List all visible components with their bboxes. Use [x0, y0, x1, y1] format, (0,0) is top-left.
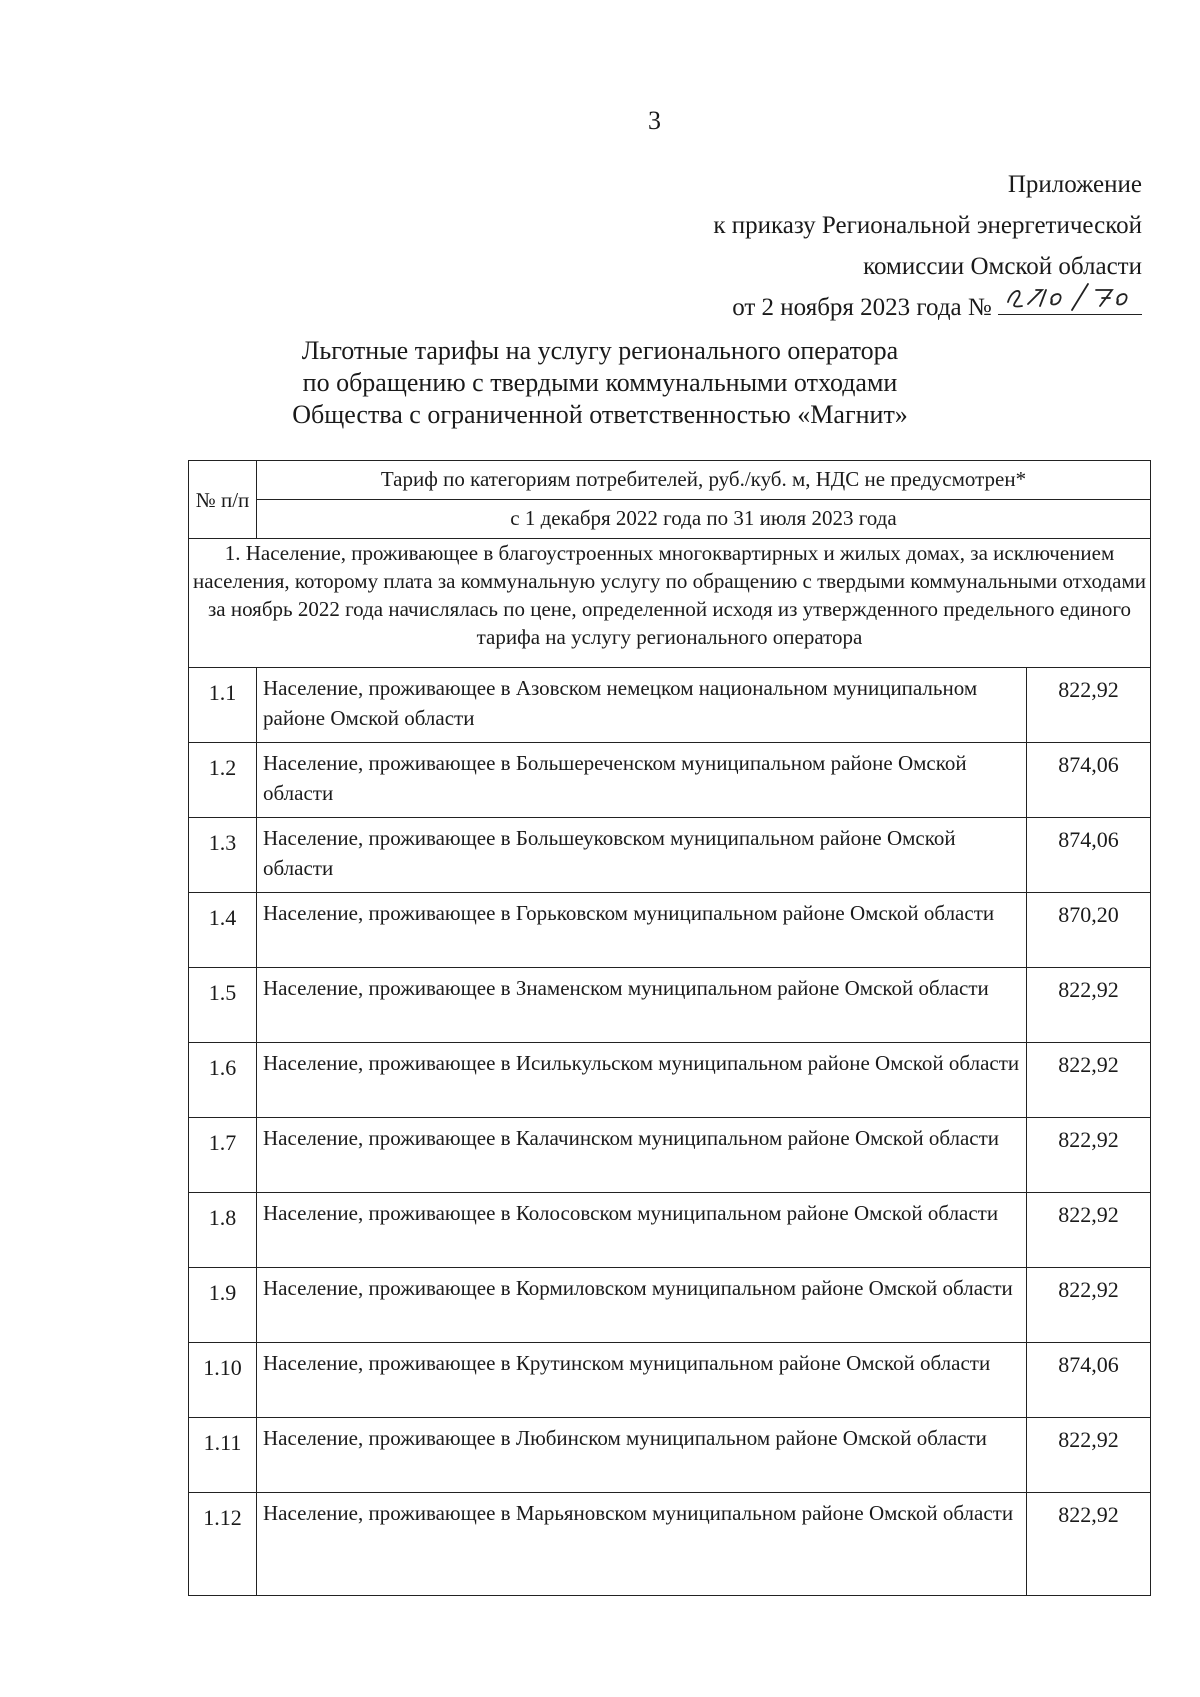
- row-value: 822,92: [1027, 1043, 1151, 1118]
- table-row: [189, 1118, 1151, 1193]
- row-text: Население, проживающее в Крутинском муниципальном районе Омской области: [257, 1343, 1027, 1418]
- table-row: [189, 668, 1151, 743]
- table-row: [189, 1193, 1151, 1268]
- table-row: [189, 1418, 1151, 1493]
- row-value: 822,92: [1027, 1193, 1151, 1268]
- row-value: 870,20: [1027, 893, 1151, 968]
- row-value: 822,92: [1027, 668, 1151, 743]
- num-header: № п/п: [189, 461, 257, 539]
- appendix-order-ref: к приказу Региональной энергетической: [713, 212, 1142, 239]
- order-number-handwritten: [998, 288, 1142, 315]
- appendix-date: от 2 ноября 2023 года №: [732, 294, 992, 321]
- row-number: 1.10: [189, 1343, 257, 1418]
- row-number: 1.8: [189, 1193, 257, 1268]
- row-text: Население, проживающее в Кормиловском муниципальном районе Омской области: [257, 1268, 1027, 1343]
- row-text: Население, проживающее в Калачинском муниципальном районе Омской области: [257, 1118, 1027, 1193]
- row-value: 874,06: [1027, 743, 1151, 818]
- period-header-row: [189, 500, 1151, 539]
- row-text: Население, проживающее в Знаменском муниципальном районе Омской области: [257, 968, 1027, 1043]
- row-text: Население, проживающее в Большереченском муниципальном районе Омской области: [257, 743, 1027, 818]
- row-text: Население, проживающее в Азовском немецком национальном муниципальном районе Омской области: [257, 668, 1027, 743]
- table-row: [189, 1043, 1151, 1118]
- row-number: 1.2: [189, 743, 257, 818]
- appendix-commission: комиссии Омской области: [863, 253, 1142, 280]
- row-value: 822,92: [1027, 1418, 1151, 1493]
- appendix-block: [542, 164, 1142, 328]
- row-number: 1.5: [189, 968, 257, 1043]
- table-row: [189, 818, 1151, 893]
- section-row: [189, 539, 1151, 668]
- table-row: [189, 893, 1151, 968]
- row-text: Население, проживающее в Большеуковском муниципальном районе Омской области: [257, 818, 1027, 893]
- row-text: Население, проживающее в Колосовском муниципальном районе Омской области: [257, 1193, 1027, 1268]
- row-number: 1.11: [189, 1418, 257, 1493]
- tariff-table: [188, 460, 1151, 1596]
- row-number: 1.1: [189, 668, 257, 743]
- row-number: 1.6: [189, 1043, 257, 1118]
- table-row: [189, 1268, 1151, 1343]
- row-number: 1.9: [189, 1268, 257, 1343]
- row-text: Население, проживающее в Марьяновском муниципальном районе Омской области: [257, 1493, 1027, 1596]
- appendix-title: Приложение: [1007, 171, 1142, 198]
- row-text: Население, проживающее в Горьковском муниципальном районе Омской области: [257, 893, 1027, 968]
- tariff-header: Тариф по категориям потребителей, руб./куб. м, НДС не предусмотрен*: [257, 461, 1151, 500]
- row-number: 1.3: [189, 818, 257, 893]
- row-value: 874,06: [1027, 818, 1151, 893]
- table-row: [189, 1493, 1151, 1596]
- row-value: 822,92: [1027, 968, 1151, 1043]
- row-number: 1.4: [189, 893, 257, 968]
- appendix-date-line: [542, 287, 1142, 328]
- row-value: 822,92: [1027, 1493, 1151, 1596]
- section-title: 1. Население, проживающее в благоустроенных многоквартирных и жилых домах, за исключением населения, которому плата за коммунальную услугу по обращению с твердыми коммунальными отходами за ноябрь 2022 года начислялась по цене, определенной исходя из утвержденного предельного единого тарифа на услугу регионального оператора: [189, 539, 1151, 668]
- table-row: [189, 743, 1151, 818]
- row-value: 822,92: [1027, 1118, 1151, 1193]
- row-text: Население, проживающее в Любинском муниципальном районе Омской области: [257, 1418, 1027, 1493]
- row-value: 822,92: [1027, 1268, 1151, 1343]
- table-row: [189, 1343, 1151, 1418]
- table-header-row: [189, 461, 1151, 500]
- document-title: [0, 335, 1200, 431]
- title-line-2: по обращению с твердыми коммунальными отходами: [302, 368, 898, 397]
- title-line-1: Льготные тарифы на услугу регионального оператора: [301, 336, 899, 365]
- row-value: 874,06: [1027, 1343, 1151, 1418]
- row-number: 1.7: [189, 1118, 257, 1193]
- page-number: 3: [648, 106, 661, 135]
- row-number: 1.12: [189, 1493, 257, 1596]
- table-row: [189, 968, 1151, 1043]
- title-line-3: Общества с ограниченной ответственностью «Магнит»: [292, 400, 908, 429]
- period-header: с 1 декабря 2022 года по 31 июля 2023 года: [257, 500, 1151, 539]
- row-text: Население, проживающее в Исилькульском муниципальном районе Омской области: [257, 1043, 1027, 1118]
